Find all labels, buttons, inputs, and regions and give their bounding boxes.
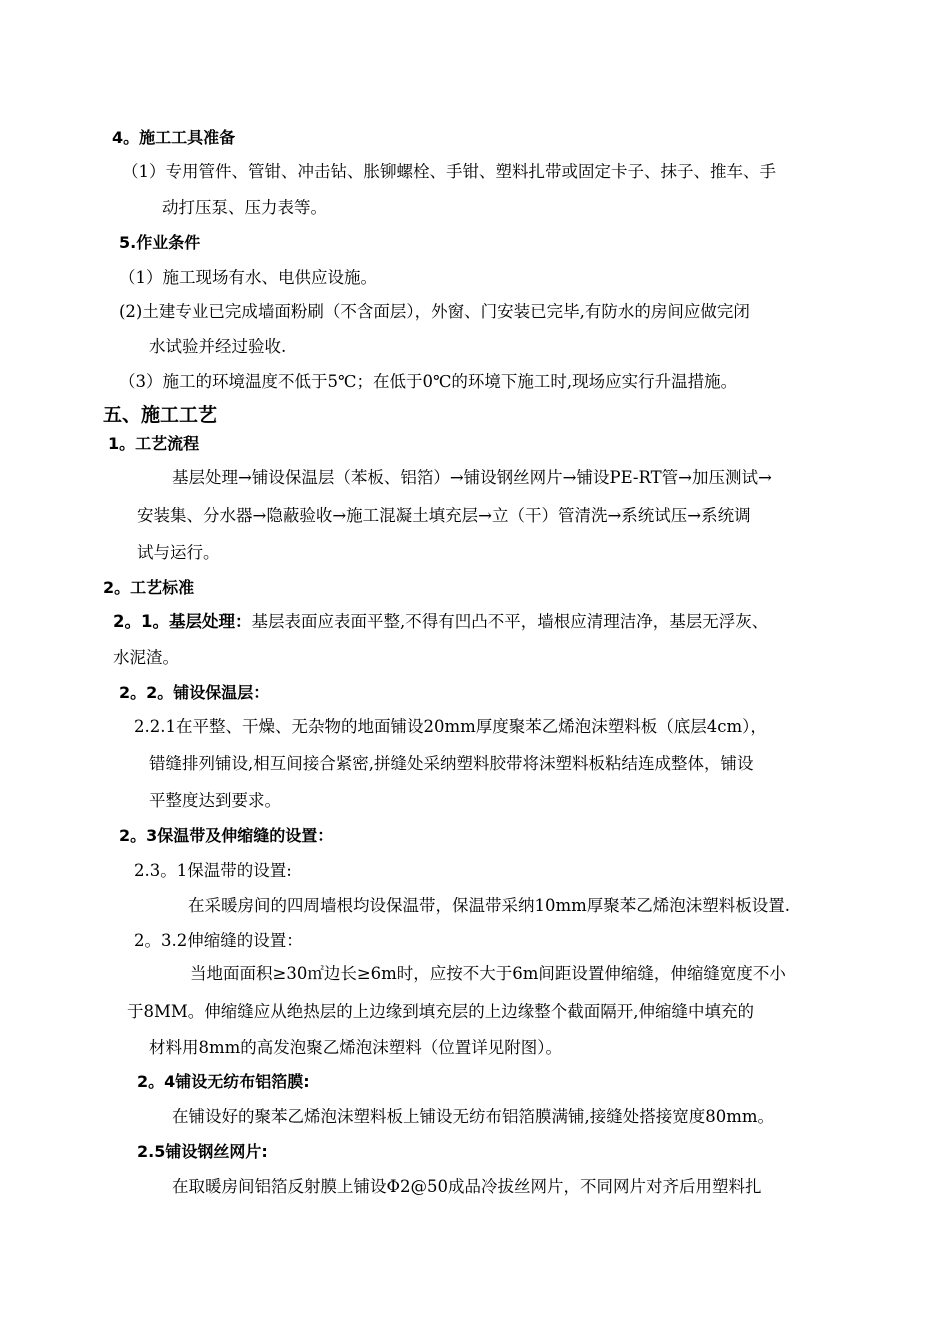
subheading: 2。2。铺设保温层： xyxy=(119,683,270,702)
section-heading: 五、施工工艺 xyxy=(103,404,218,426)
paragraph-line: 2.3。1保温带的设置: xyxy=(134,861,292,880)
paragraph-line: 材料用8mm的高发泡聚乙烯泡沫塑料（位置详见附图）。 xyxy=(149,1038,563,1057)
paragraph-line: 在铺设好的聚苯乙烯泡沫塑料板上铺设无纺布铝箔膜满铺,接缝处搭接宽度80mm。 xyxy=(172,1107,775,1126)
paragraph-line: 于8MM。伸缩缝应从绝热层的上边缘到填充层的上边缘整个截面隔开,伸缩缝中填充的 xyxy=(127,1002,755,1021)
inline-bold-label: 2。1。基层处理： xyxy=(113,612,252,631)
subheading: 2。3保温带及伸缩缝的设置： xyxy=(119,826,334,845)
heading-conditions: 5.作业条件 xyxy=(119,233,201,252)
paragraph-line: 在取暖房间铝箔反射膜上铺设Φ2@50成品冷拔丝网片，不同网片对齐后用塑料扎 xyxy=(172,1177,762,1196)
heading-process-flow: 1。工艺流程 xyxy=(108,434,200,453)
paragraph-line: 2.2.1在平整、干燥、无杂物的地面铺设20mm厚度聚苯乙烯泡沫塑料板（底层4cm）， xyxy=(134,717,767,736)
paragraph-line: 试与运行。 xyxy=(137,543,220,562)
paragraph-line: 动打压泵、压力表等。 xyxy=(162,198,327,217)
heading-tools: 4。施工工具准备 xyxy=(112,128,236,147)
paragraph-line: 当地面面积≥30㎡边长≥6m时，应按不大于6m间距设置伸缩缝，伸缩缝宽度不小 xyxy=(190,964,786,983)
paragraph-line: 错缝排列铺设,相互间接合紧密,拼缝处采纳塑料胶带将沫塑料板粘结连成整体，铺设 xyxy=(149,754,754,773)
paragraph-line: （1）施工现场有水、电供应设施。 xyxy=(119,268,377,287)
paragraph-line: 水试验并经过验收. xyxy=(149,337,287,356)
paragraph-line: 平整度达到要求。 xyxy=(149,791,281,810)
paragraph-line: 安装集、分水器→隐蔽验收→施工混凝土填充层→立（干）管清洗→系统试压→系统调 xyxy=(137,506,751,525)
paragraph-line: （1）专用管件、管钳、冲击钻、胀铆螺栓、手钳、塑料扎带或固定卡子、抹子、推车、手 xyxy=(122,162,776,181)
paragraph-line: （3）施工的环境温度不低于5℃；在低于0℃的环境下施工时,现场应实行升温措施。 xyxy=(119,372,738,391)
heading-process-standard: 2。工艺标准 xyxy=(103,578,195,597)
paragraph-line: 在采暖房间的四周墙根均设保温带，保温带采纳10mm厚聚苯乙烯泡沫塑料板设置. xyxy=(188,896,791,915)
paragraph-line: 水泥渣。 xyxy=(113,648,179,667)
paragraph-line: 基层处理→铺设保温层（苯板、铝箔）→铺设钢丝网片→铺设PE-RT管→加压测试→ xyxy=(172,468,772,487)
subheading: 2。4铺设无纺布铝箔膜: xyxy=(137,1072,310,1091)
inline-text: 基层表面应表面平整,不得有凹凸不平，墙根应清理洁净，基层无浮灰、 xyxy=(251,612,769,631)
paragraph-line: (2)土建专业已完成墙面粉刷（不含面层），外窗、门安装已完毕,有防水的房间应做完闭 xyxy=(119,302,750,321)
subheading: 2.5铺设钢丝网片: xyxy=(137,1142,268,1161)
paragraph-line: 2。3.2伸缩缝的设置： xyxy=(134,931,303,950)
paragraph-line xyxy=(113,611,768,633)
